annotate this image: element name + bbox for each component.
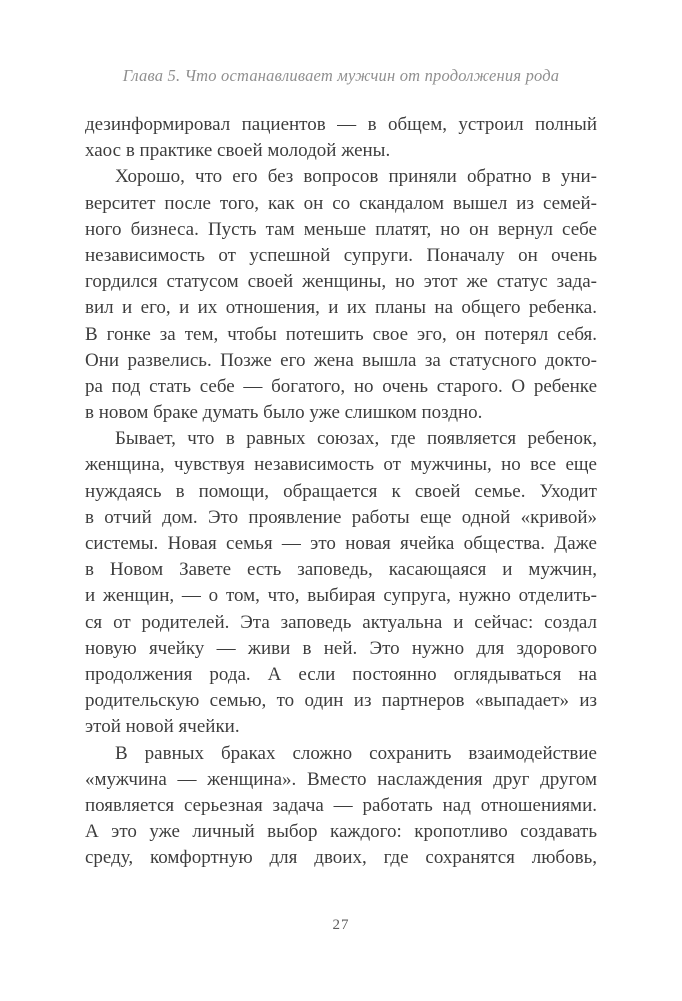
text-line: родительскую семью, то один из партнеров «выпадает» из (85, 690, 597, 712)
text-line: гордился статусом своей женщины, но этот же статус зада- (85, 271, 597, 293)
text-line: независимость от успешной супруги. Поначалу он очень (85, 244, 597, 266)
text-line: среду, комфортную для двоих, где сохранятся любовь, (85, 847, 597, 869)
text-line: в Новом Завете есть заповедь, касающаяся и мужчин, (85, 559, 597, 581)
text-line: женщина, чувствуя независимость от мужчины, но все еще (85, 454, 597, 476)
text-line: в новом браке думать было уже слишком поздно. (85, 402, 483, 424)
text-line: новую ячейку — живи в ней. Это нужно для здорового (85, 637, 597, 659)
text-line: «мужчина — женщина». Вместо наслаждения друг другом (85, 768, 597, 790)
text-line: хаос в практике своей молодой жены. (85, 140, 391, 162)
text-line: в отчий дом. Это проявление работы еще одной «кривой» (85, 506, 597, 528)
text-line: ного бизнеса. Пусть там меньше платят, но он вернул себе (85, 218, 597, 240)
text-line: этой новой ячейки. (85, 716, 240, 738)
text-line: ра под стать себе — богатого, но очень старого. О ребенке (85, 375, 597, 397)
text-line: вил и его, и их отношения, и их планы на общего ребенка. (85, 297, 597, 319)
text-line: А это уже личный выбор каждого: кропотливо создавать (85, 821, 597, 843)
text-line: нуждаясь в помощи, обращается к своей семье. Уходит (85, 480, 597, 502)
text-line: системы. Новая семья — это новая ячейка общества. Даже (85, 533, 597, 554)
text-line: появляется серьезная задача — работать над отношениями. (85, 794, 597, 816)
text-line: Бывает, что в равных союзах, где появляется ребенок, (115, 428, 597, 450)
body-text (85, 112, 597, 871)
text-line: продолжения рода. А если постоянно оглядываться на (85, 663, 597, 685)
text-line: и женщин, — о том, что, выбирая супруга, нужно отделить- (85, 585, 597, 607)
text-line: В равных браках сложно сохранить взаимодействие (115, 742, 597, 764)
text-line: дезинформировал пациентов — в общем, устроил полный (85, 114, 597, 135)
text-line: В гонке за тем, чтобы потешить свое эго, он потерял себя. (85, 323, 597, 345)
text-line: Они развелись. Позже его жена вышла за статусного докто- (85, 349, 597, 371)
text-line: верситет после того, как он со скандалом вышел из семей- (85, 192, 597, 214)
text-line: Хорошо, что его без вопросов приняли обратно в уни- (115, 166, 597, 188)
page-number: 27 (332, 917, 350, 933)
text-line: ся от родителей. Эта заповедь актуальна и сейчас: создал (85, 611, 597, 633)
running-header: Глава 5. Что останавливает мужчин от продолжения рода (122, 66, 560, 85)
